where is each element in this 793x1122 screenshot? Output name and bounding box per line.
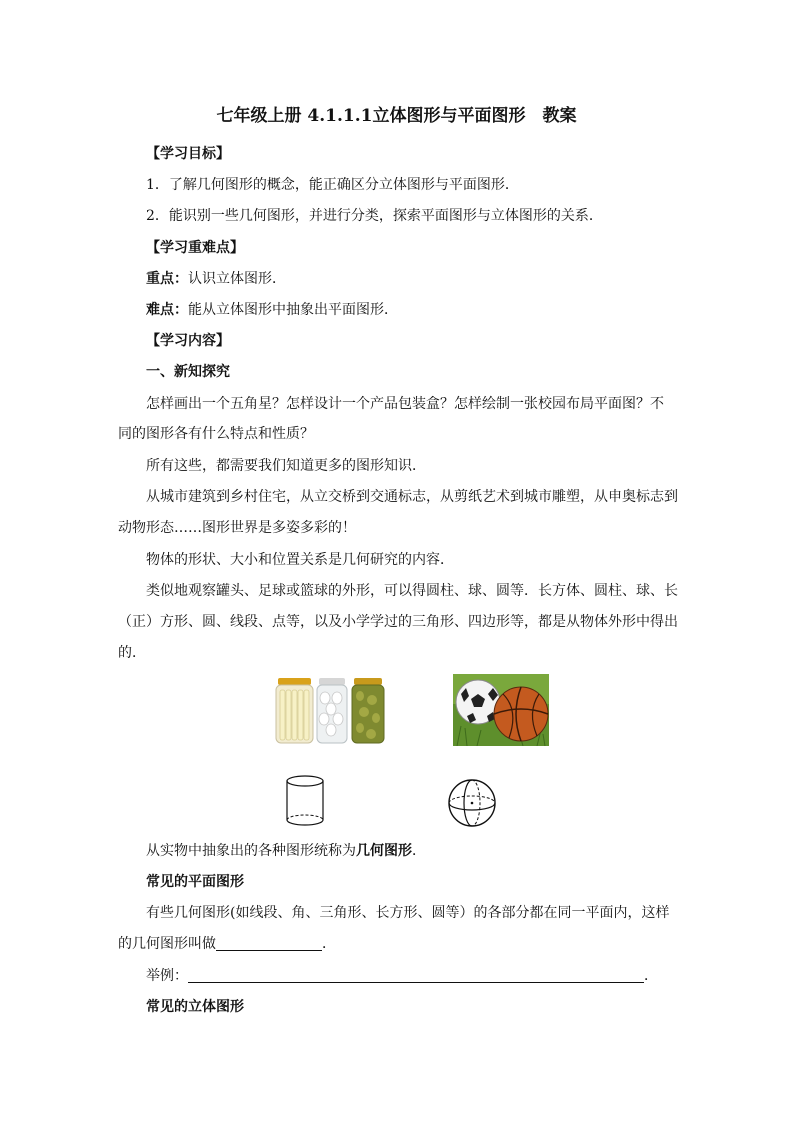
goal-1: 1．了解几何图形的概念，能正确区分立体图形与平面图形． bbox=[146, 177, 519, 193]
paragraph-2: 所有这些，都需要我们知道更多的图形知识． bbox=[146, 458, 426, 474]
paragraph-7-line-2-text: 的几何图形叫做 bbox=[118, 936, 216, 952]
paragraph-3-line-1: 从城市建筑到乡村住宅，从立交桥到交通标志，从剪纸艺术到城市雕塑，从申奥标志到 bbox=[146, 489, 678, 505]
example-label: 举例： bbox=[146, 968, 188, 984]
balls-photo bbox=[453, 674, 549, 746]
key-points-heading: 【学习重难点】 bbox=[146, 240, 244, 256]
paragraph-5-line-2: （正）方形、圆、线段、点等，以及小学学过的三角形、四边形等，都是从物体外形中得出 bbox=[118, 614, 678, 630]
paragraph-3-line-2: 动物形态……图形世界是多姿多彩的！ bbox=[118, 520, 356, 536]
key-point-label: 重点： bbox=[146, 271, 188, 287]
cylinder-drawing bbox=[282, 774, 328, 828]
jars-photo bbox=[274, 676, 386, 746]
paragraph-5-line-1: 类似地观察罐头、足球或篮球的外形，可以得圆柱、球、圆等．长方体、圆柱、球、长 bbox=[146, 583, 678, 599]
paragraph-5-line-3: 的． bbox=[118, 645, 146, 661]
page-title: 七年级上册 4.1.1.1立体图形与平面图形 教案 bbox=[216, 106, 577, 126]
sphere-drawing bbox=[446, 777, 498, 829]
section-heading: 一、新知探究 bbox=[146, 364, 230, 380]
answer-blank[interactable] bbox=[216, 936, 322, 951]
geometry-term: 几何图形 bbox=[356, 843, 412, 859]
goals-heading: 【学习目标】 bbox=[146, 146, 230, 162]
example-line bbox=[146, 966, 658, 986]
paragraph-6-end: ． bbox=[412, 843, 426, 859]
paragraph-7-line-1: 有些几何图形(如线段、角、三角形、长方形、圆等）的各部分都在同一平面内，这样 bbox=[146, 905, 670, 921]
paragraph-1-line-2: 同的图形各有什么特点和性质？ bbox=[118, 426, 314, 442]
difficulty-line bbox=[146, 300, 398, 320]
content-heading: 【学习内容】 bbox=[146, 333, 230, 349]
paragraph-1-line-1: 怎样画出一个五角星？怎样设计一个产品包装盒？怎样绘制一张校园布局平面图？不 bbox=[146, 396, 664, 412]
example-blank[interactable] bbox=[188, 968, 644, 983]
goal-2: 2．能识别一些几何图形，并进行分类，探索平面图形与立体图形的关系． bbox=[146, 208, 603, 224]
paragraph-7-line-2 bbox=[118, 934, 336, 954]
solid-figures-heading: 常见的立体图形 bbox=[146, 999, 244, 1015]
difficulty-label: 难点： bbox=[146, 302, 188, 318]
plane-figures-heading: 常见的平面图形 bbox=[146, 874, 244, 890]
difficulty-text: 能从立体图形中抽象出平面图形． bbox=[188, 302, 398, 318]
key-point-text: 认识立体图形． bbox=[188, 271, 286, 287]
example-end: ． bbox=[644, 968, 658, 984]
paragraph-4: 物体的形状、大小和位置关系是几何研究的内容． bbox=[146, 552, 454, 568]
paragraph-7-end: ． bbox=[322, 936, 336, 952]
paragraph-6 bbox=[146, 841, 426, 861]
paragraph-6-text: 从实物中抽象出的各种图形统称为 bbox=[146, 843, 356, 859]
key-point-line bbox=[146, 269, 286, 289]
